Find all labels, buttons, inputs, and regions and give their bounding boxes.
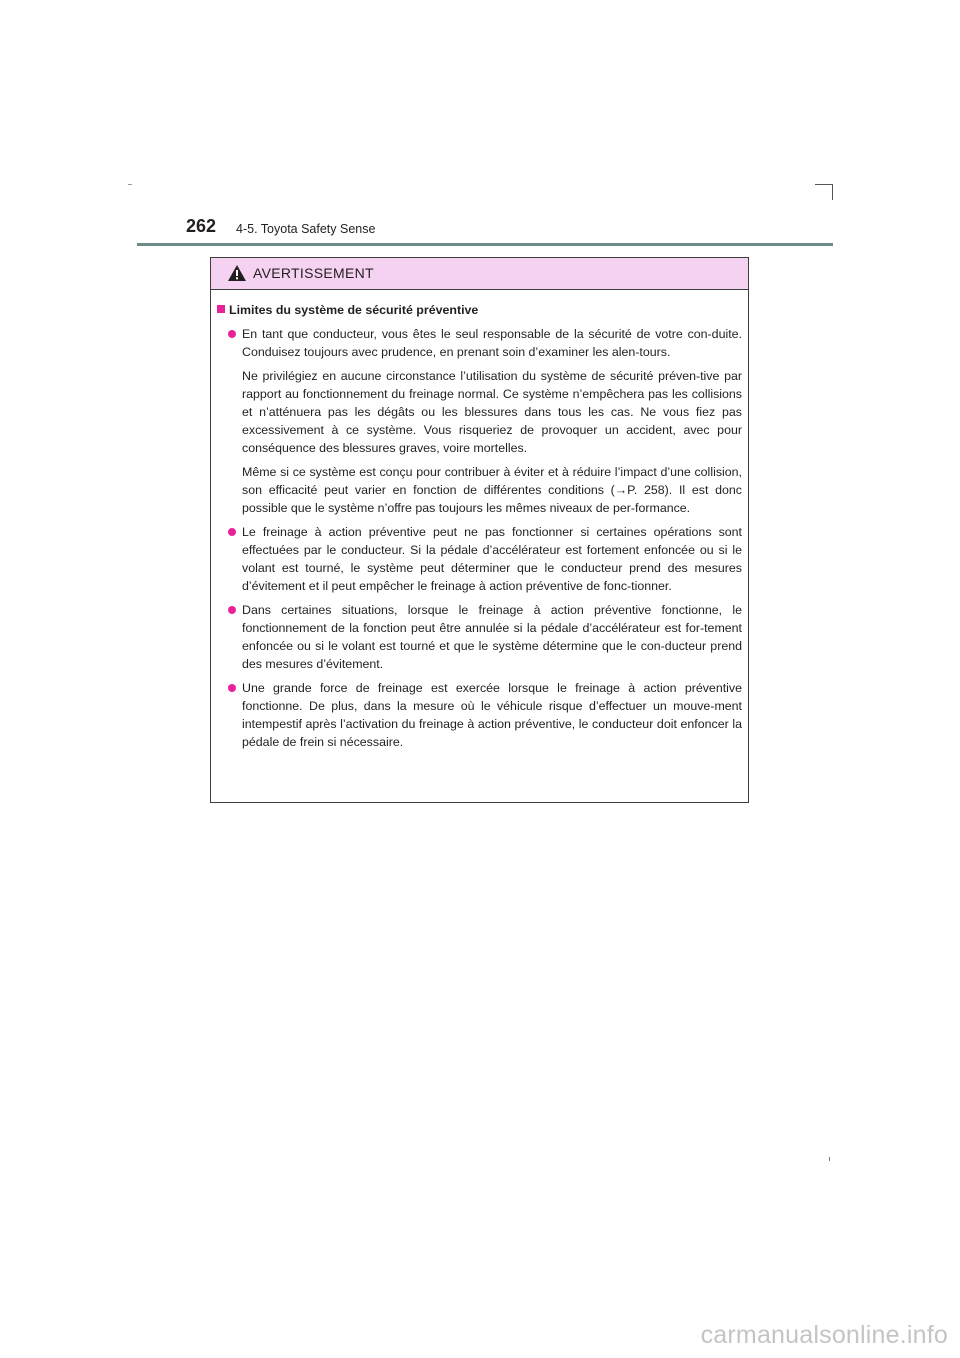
circle-bullet-icon [228,330,236,338]
bullet-1-paragraph-2: Ne privilégiez en aucune circonstance l’utilisation du système de sécurité préven-tive par rapport au fonctionnement du freinage normal. Ce système n’empêchera pas les collisions et n’atténuera pas les dégâts ou les blessures dans tous les cas. Ne vous fiez pas excessivement à ce système. Vous risqueriez de provoquer un accident, avec pour conséquence des blessures graves, voire mortelles. [242,369,742,455]
warning-subheading-text: Limites du système de sécurité préventive [229,303,479,317]
page-number: 262 [186,216,217,236]
watermark: carmanualsonline.info [700,1321,948,1349]
circle-bullet-icon [228,528,236,536]
crop-mark-top-right-vertical [832,184,833,200]
square-bullet-icon [217,305,225,313]
crop-mark-top-right [815,184,833,185]
bullet-3-paragraph-1: Dans certaines situations, lorsque le freinage à action préventive fonctionne, le fonctionnement de la fonction peut être annulée si la pédale d’accélérateur est for-tement enfoncée ou si le volant est tourné et que le système détermine que le con-ducteur prend des mesures d’évitement. [242,603,742,671]
bullet-1-paragraph-1: En tant que conducteur, vous êtes le seul responsable de la sécurité de votre con-duite. Conduisez toujours avec prudence, en prenant soin d’examiner les alen-tours. [242,327,742,359]
warning-body [211,290,748,751]
warning-triangle-icon [227,264,247,282]
crop-mark-top-left [128,184,132,185]
header-rule [137,243,833,246]
bullet-item-3 [217,601,742,673]
bullet-1-paragraph-3: Même si ce système est conçu pour contribuer à éviter et à réduire l’impact d’une collision, son efficacité peut varier en fonction de différentes conditions (→P. 258). Il est donc possible que le système n’offre pas toujours les mêmes niveaux de per-formance. [242,465,742,515]
bullet-2-paragraph-1: Le freinage à action préventive peut ne pas fonctionner si certaines opérations sont effectuées par le conducteur. Si la pédale d’accélérateur est fortement enfoncée ou si le volant est tourné, le système peut déterminer que le conducteur prend des mesures d’évitement et il peut empêcher le freinage à action préventive de fonc-tionner. [242,525,742,593]
warning-subheading [217,301,742,319]
circle-bullet-icon [228,684,236,692]
bullet-item-1 [217,325,742,517]
warning-box [210,257,749,803]
circle-bullet-icon [228,606,236,614]
warning-header [211,258,748,290]
warning-title: AVERTISSEMENT [253,265,374,281]
page-header [186,216,834,246]
crop-mark-bottom-right [829,1157,830,1161]
bullet-item-4 [217,679,742,751]
section-title: 4-5. Toyota Safety Sense [236,222,376,236]
bullet-4-paragraph-1: Une grande force de freinage est exercée lorsque le freinage à action préventive fonctionne. De plus, dans la mesure où le véhicule risque d’effectuer un mouve-ment intempestif après l’activation du freinage à action préventive, le conducteur doit enfoncer la pédale de frein si nécessaire. [242,681,742,749]
bullet-item-2 [217,523,742,595]
